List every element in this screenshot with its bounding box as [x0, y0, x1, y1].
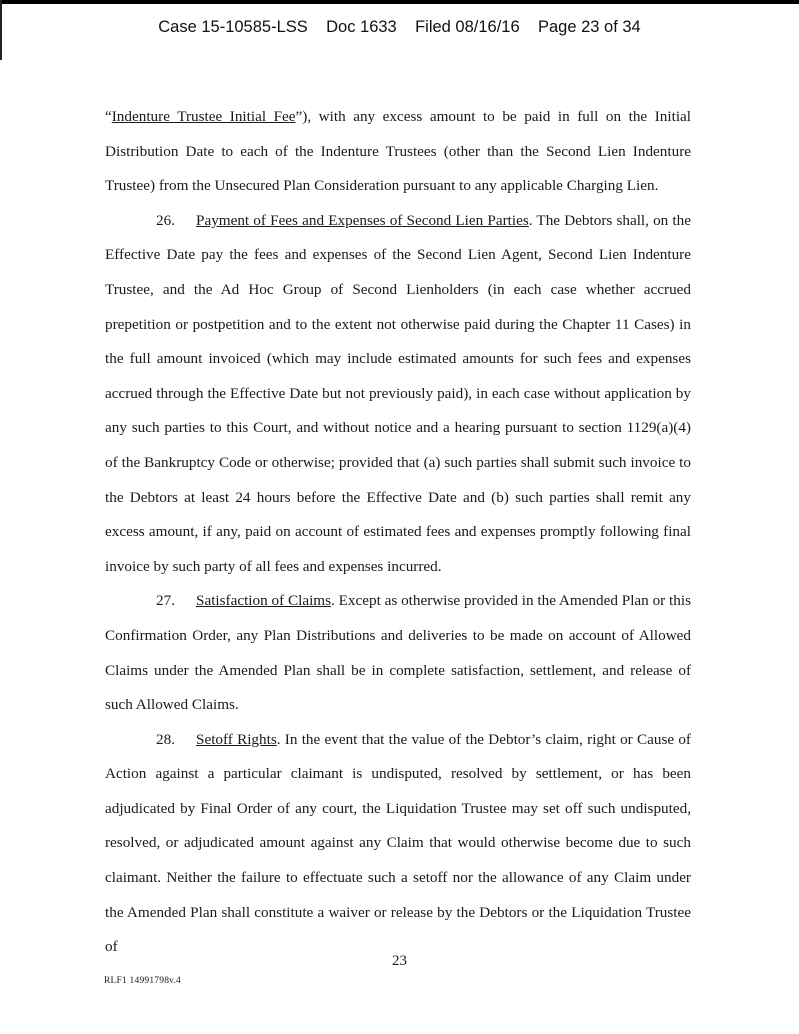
paragraph-28: 28. Setoff Rights. In the event that the value of the Debtor’s claim, right or Cause of Action against a particular claimant is undisputed, resolved by settlement, or has been adjudicated by Final Order of any court, the Liquidation Trustee may set off such undisputed, resolved, or adjudicated amount against any Claim that would otherwise become due to such claimant. Neither the failure to effectuate such a setoff nor the allowance of any Claim under the Amended Plan shall constitute a waiver or release by the Debtors or the Liquidation Trustee of — [105, 723, 691, 965]
paragraph-heading: Payment of Fees and Expenses of Second Lien Parties — [196, 211, 529, 229]
document-id: RLF1 14991798v.4 — [104, 976, 182, 986]
paragraph-heading: Satisfaction of Claims — [196, 592, 332, 610]
paragraph-25-continuation: “Indenture Trustee Initial Fee”), with any excess amount to be paid in full on the Initial Distribution Date to each of the Indenture Trustees (other than the Second Lien Indenture Trustee) from the Unsecured Plan Consideration pursuant to any applicable Charging Lien. — [105, 108, 691, 195]
paragraph-text: Except as otherwise provided in the Amended Plan or this Confirmation Order, any Plan Distributions and deliveries to be made on account of Allowed Claims under the Amended Plan shall be in complete satisfaction, settlement, and release of such Allowed Claims. — [105, 592, 691, 714]
page-number: 23 — [392, 953, 407, 969]
defined-term: Indenture Trustee Initial Fee — [111, 108, 296, 125]
paragraph-text: The Debtors shall, on the Effective Date pay the fees and expenses of the Second Lien Agent, Second Lien Indenture Trustee, and the Ad Hoc Group of Second Lienholders (in each case whether accrued prepetition or postpetition and to the extent not otherwise paid during the Chapter 11 Cases) in the full amount invoiced (which may include estimated amounts for such fees and expenses accrued through the Effective Date but not previously paid), in each case without application by any such parties to this Court, and without notice and a hearing pursuant to section 1129(a)(4) of the Bankruptcy Code or otherwise; provided that (a) such parties shall submit such invoice to the Debtors at least 24 hours before the Effective Date and (b) such parties shall remit any excess amount, if any, paid on account of estimated fees and expenses promptly following final invoice by such party of all fees and expenses incurred. — [105, 211, 691, 575]
paragraph-27: 27. Satisfaction of Claims. Except as otherwise provided in the Amended Plan or this Confirmation Order, any Plan Distributions and deliveries to be made on account of Allowed Claims under the Amended Plan shall be in complete satisfaction, settlement, and release of such Allowed Claims. — [105, 584, 691, 722]
scan-top-edge — [0, 0, 799, 4]
case-header: Case 15-10585-LSS Doc 1633 Filed 08/16/16 Page 23 of 34 — [158, 18, 641, 36]
paragraph-number: 26. — [156, 211, 175, 229]
paragraph-26: 26. Payment of Fees and Expenses of Second Lien Parties. The Debtors shall, on the Effective Date pay the fees and expenses of the Second Lien Agent, Second Lien Indenture Trustee, and the Ad Hoc Group of Second Lienholders (in each case whether accrued prepetition or postpetition and to the extent not otherwise paid during the Chapter 11 Cases) in the full amount invoiced (which may include estimated amounts for such fees and expenses accrued through the Effective Date but not previously paid), in each case without application by any such parties to this Court, and without notice and a hearing pursuant to section 1129(a)(4) of the Bankruptcy Code or otherwise; provided that (a) such parties shall submit such invoice to the Debtors at least 24 hours before the Effective Date and (b) such parties shall remit any excess amount, if any, paid on account of estimated fees and expenses promptly following final invoice by such party of all fees and expenses incurred. — [105, 204, 691, 585]
document-body — [105, 100, 691, 965]
paragraph-number: 27. — [156, 592, 175, 610]
paragraph-number: 28. — [156, 730, 175, 748]
paragraph-text: ”), with any excess amount to be paid in full on the Initial Distribution Date to each of the Indenture Trustees (other than the Second Lien Indenture Trustee) from the Unsecured Plan Consideration pursuant to any applicable Charging Lien. — [105, 108, 691, 195]
paragraph-text: In the event that the value of the Debtor’s claim, right or Cause of Action against a particular claimant is undisputed, resolved by settlement, or has been adjudicated by Final Order of any court, the Liquidation Trustee may set off such undisputed, resolved, or adjudicated amount against any Claim that would otherwise become due to such claimant. Neither the failure to effectuate such a setoff nor the allowance of any Claim under the Amended Plan shall constitute a waiver or release by the Debtors or the Liquidation Trustee of — [105, 730, 691, 956]
paragraph-heading: Setoff Rights — [196, 730, 277, 748]
